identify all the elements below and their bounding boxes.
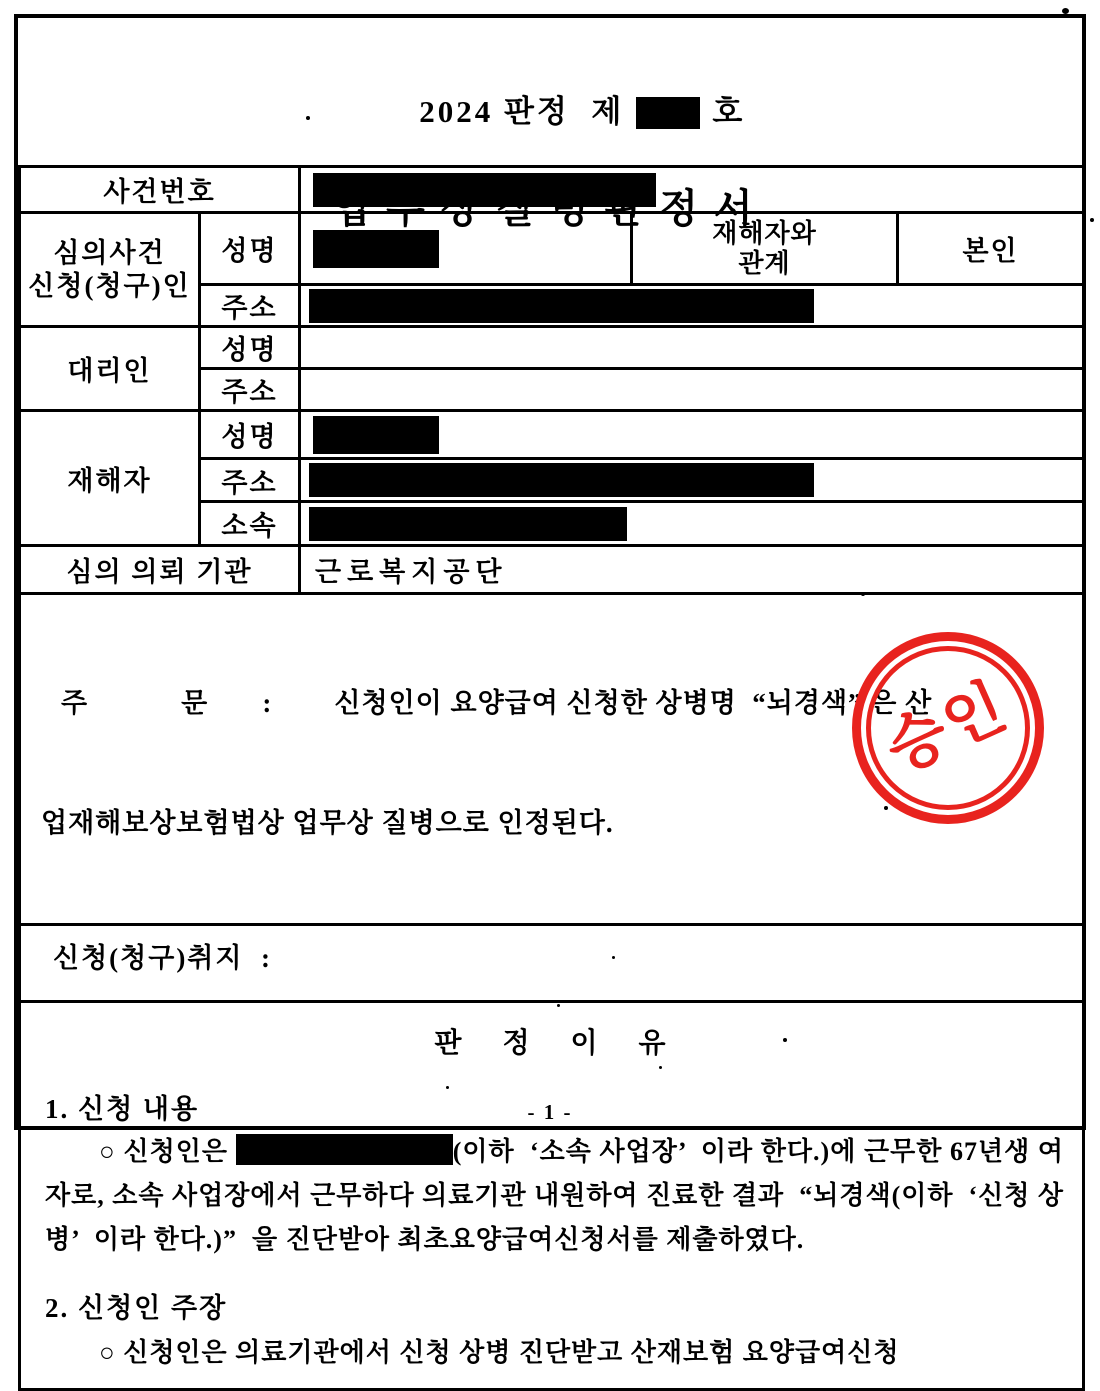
agent-group-label: 대리인 [20,327,200,411]
table-row-review-org [20,546,1084,594]
agent-name-value-cell [300,327,1084,369]
relation-value: 본인 [898,213,1084,285]
victim-address-value-cell [300,459,1084,502]
table-row-agent-name [20,327,1084,369]
scan-speck [557,1004,560,1007]
doc-number-line [18,50,1082,167]
order-line-2: 업재해보상보험법상 업무상 질병으로 인정된다. [41,808,614,838]
scan-speck [612,956,615,959]
section-1-paragraph [45,1130,1064,1262]
claimant-address-label: 주소 [200,285,300,327]
claim-purpose-label: 신청(청구)취지 : [20,925,1084,1002]
affiliation-label: 소속 [200,502,300,546]
agent-address-value-cell [300,369,1084,411]
victim-name-label: 성명 [200,411,300,459]
section-2-title: 2. 신청인 주장 [45,1293,228,1323]
reason-body-cell [20,1002,1084,1390]
table-row-victim-name [20,411,1084,459]
scan-speck [659,1066,662,1069]
doc-number-suffix: 호 [712,94,746,129]
scan-speck [1090,218,1094,222]
document-page [14,14,1086,1367]
review-org-label: 심의 의뢰 기관 [20,546,300,594]
redacted-doc-number [636,97,700,129]
scan-speck [306,116,310,120]
case-number-label: 사건번호 [20,167,300,213]
scan-speck [861,592,865,596]
doc-number-prefix: 2024 판정 제 [419,94,625,129]
redacted-victim-name [313,416,439,454]
order-line-1: 주 문 : 신청인이 요양급여 신청한 상병명 “뇌경색” 은 산 [61,688,933,718]
section-1-text-suffix: (이하 ‘소속 사업장’ 이라 한다.)에 근무한 67년생 여자로, 소속 사업장에서 근무하다 의료기관 내원하여 진료한 결과 “뇌경색(이하 ‘신청 상병’ 이라 한다.)” 을 진단받아 최초요양급여신청서를 제출하였다. [45,1137,1065,1254]
redacted-victim-address [309,463,814,497]
approval-stamp-text: 승인 [875,670,1018,785]
agent-address-label: 주소 [200,369,300,411]
section-1-text-prefix: ○ 신청인은 [99,1137,236,1166]
reason-heading: 판 정 이 유 [434,1028,675,1059]
scan-speck [1062,8,1069,14]
claimant-name-label: 성명 [200,213,300,285]
scan-speck [783,1038,787,1042]
victim-name-value-cell [300,411,1084,459]
redacted-claimant-name [313,230,439,268]
victim-address-label: 주소 [200,459,300,502]
page-title: 업무상질병판정서 [331,186,769,231]
scan-speck [446,1086,449,1089]
agent-name-label: 성명 [200,327,300,369]
claimant-group-label: 심의사건 신청(청구)인 [20,213,200,327]
relation-label: 재해자와 관계 [632,213,898,285]
redacted-workplace-name [236,1134,453,1165]
table-row-reason-body [20,1002,1084,1390]
section-1-title: 1. 신청 내용 [45,1094,200,1124]
table-row-claim-purpose [20,925,1084,1002]
redacted-affiliation [309,507,627,541]
victim-group-label: 재해자 [20,411,200,546]
redacted-claimant-address [309,289,814,323]
affiliation-value-cell [300,502,1084,546]
claimant-address-value-cell [300,285,1084,327]
review-org-value: 근로복지공단 [300,546,1084,594]
page-number: - 1 - [527,1100,573,1124]
section-2-paragraph: ○ 신청인은 의료기관에서 신청 상병 진단받고 산재보험 요양급여신청 [99,1338,900,1367]
approval-stamp [852,632,1044,824]
